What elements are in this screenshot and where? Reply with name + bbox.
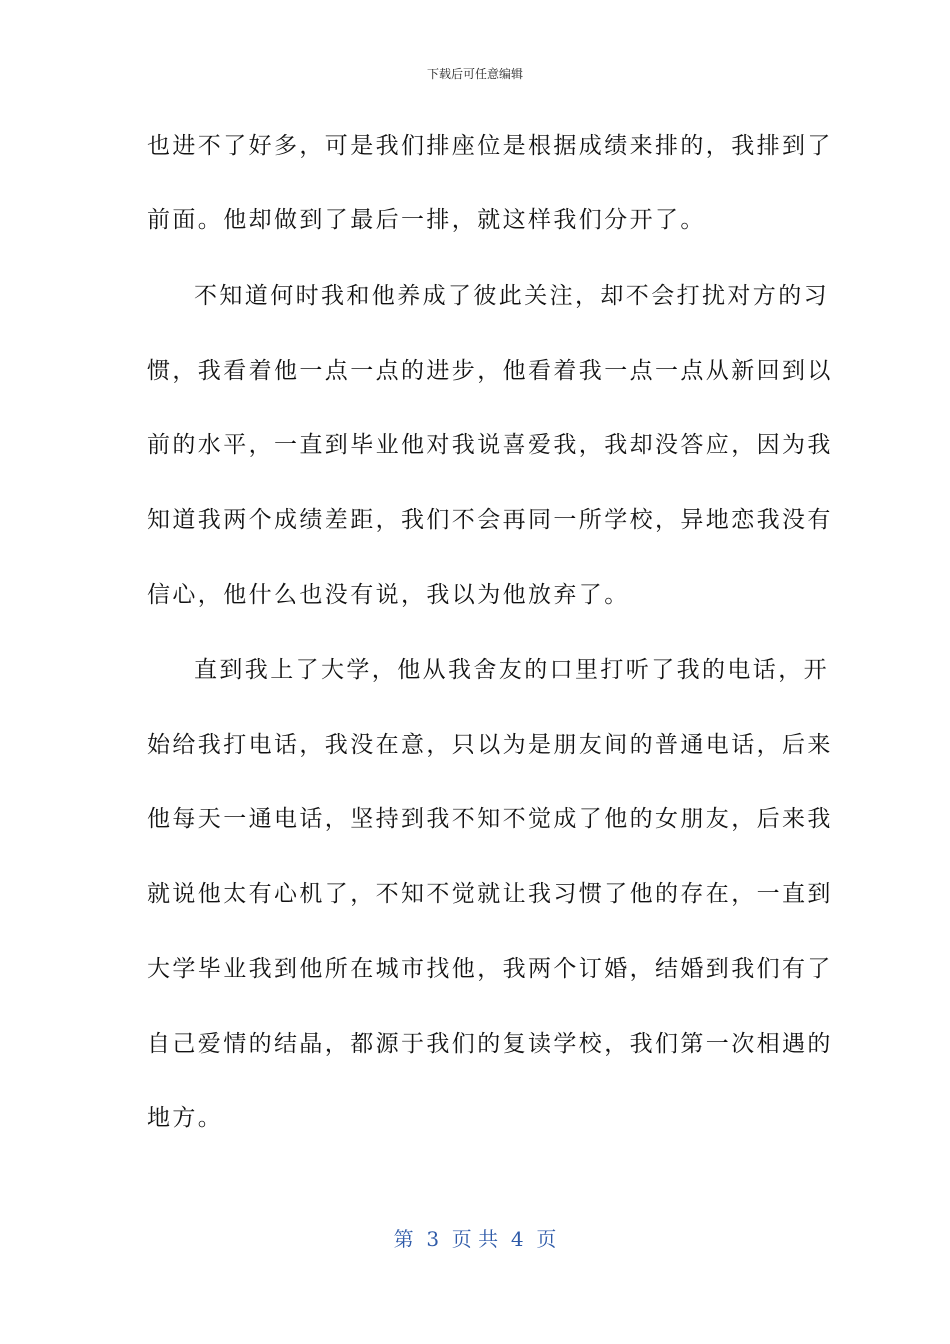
page-header: 下载后可任意编辑 [426, 67, 523, 81]
text-line: 也进不了好多，可是我们排座位是根据成绩来排的，我排到了 [147, 133, 833, 159]
text-line: 前面。他却做到了最后一排，就这样我们分开了。 [147, 207, 706, 233]
text-line: 地方。 [147, 1105, 224, 1131]
text-line: 信心，他什么也没有说，我以为他放弃了。 [147, 582, 630, 608]
text-line: 直到我上了大学，他从我舍友的口里打听了我的电话，开 [194, 657, 829, 683]
text-line: 前的水平，一直到毕业他对我说喜爱我，我却没答应，因为我 [147, 432, 833, 458]
page-number-footer: 第 3 页 共 4 页 [393, 1227, 557, 1251]
text-line: 大学毕业我到他所在城市找他，我两个订婚，结婚到我们有了 [147, 956, 833, 982]
text-line: 知道我两个成绩差距，我们不会再同一所学校，异地恋我没有 [147, 507, 833, 533]
text-line: 他每天一通电话，坚持到我不知不觉成了他的女朋友，后来我 [147, 806, 833, 832]
text-line: 不知道何时我和他养成了彼此关注，却不会打扰对方的习 [194, 283, 829, 309]
text-line: 始给我打电话，我没在意，只以为是朋友间的普通电话，后来 [147, 732, 833, 758]
text-line: 就说他太有心机了，不知不觉就让我习惯了他的存在，一直到 [147, 881, 833, 907]
text-line: 自己爱情的结晶，都源于我们的复读学校，我们第一次相遇的 [147, 1031, 833, 1057]
text-line: 惯，我看着他一点一点的进步，他看着我一点一点从新回到以 [147, 358, 833, 384]
